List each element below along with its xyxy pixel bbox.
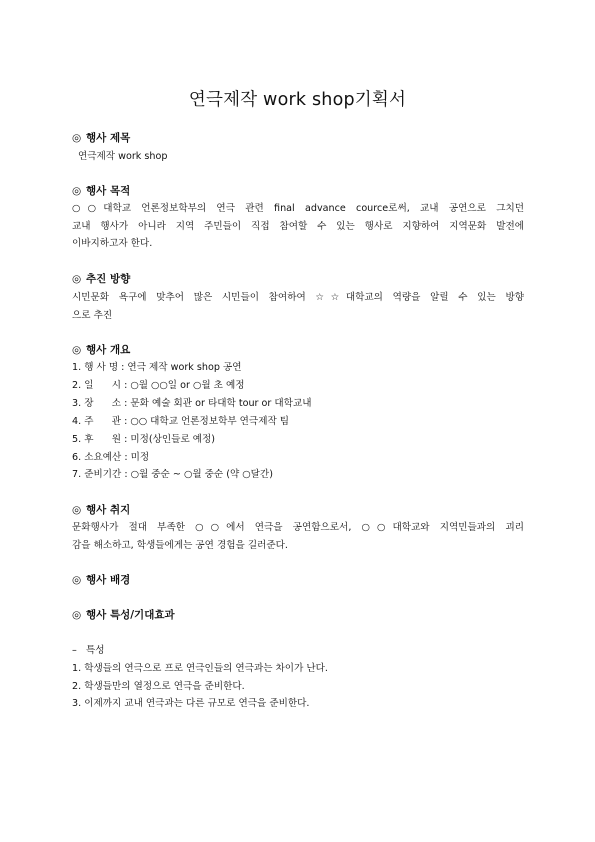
section-heading-intent: ◎ 행사 취지 xyxy=(72,504,131,516)
bullet-icon: ◎ xyxy=(72,132,82,144)
bullet-icon: ◎ xyxy=(72,504,82,516)
paragraph-line: 시민문화 욕구에 맞추어 많은 시민들이 참여하여 ☆☆대학교의 역량을 알릴 수 있는 방향 xyxy=(72,292,524,303)
paragraph-line: 문화행사가 절대 부족한 ○○에서 연극을 공연함으로서, ○○대학교와 지역민들과의 괴리 xyxy=(72,522,524,533)
purpose-paragraph xyxy=(72,200,524,253)
effect-item: 1. 학생들의 연극으로 프로 연극인들의 연극과는 차이가 난다. xyxy=(72,663,328,674)
paragraph-line: 감을 해소하고, 학생들에게는 공연 경험을 길러준다. xyxy=(72,539,288,551)
bullet-icon: ◎ xyxy=(72,185,82,197)
overview-item: 4. 주 관 : ○○ 대학교 언론정보학부 연극제작 팀 xyxy=(72,416,290,427)
section-heading-direction: ◎ 추진 방향 xyxy=(72,273,131,285)
overview-item: 1. 행 사 명 : 연극 제작 work shop 공연 xyxy=(72,362,242,373)
bullet-icon: ◎ xyxy=(72,609,82,621)
paragraph-line: 으로 추진 xyxy=(72,309,113,321)
intent-paragraph xyxy=(72,519,524,554)
section-heading-overview: ◎ 행사 개요 xyxy=(72,344,131,356)
bullet-icon: ◎ xyxy=(72,574,82,586)
section-heading-effect: ◎ 행사 특성/기대효과 xyxy=(72,609,175,621)
section-heading-background: ◎ 행사 배경 xyxy=(72,574,131,586)
effect-item: 2. 학생들만의 열정으로 연극을 준비한다. xyxy=(72,681,245,692)
section-heading-name: ◎ 행사 제목 xyxy=(72,132,131,144)
overview-item: 6. 소요예산 : 미정 xyxy=(72,452,150,463)
overview-item: 2. 일 시 : ○월 ○○일 or ○월 초 예정 xyxy=(72,380,245,391)
overview-item: 3. 장 소 : 문화 예술 회관 or 타대학 tour or 대학교내 xyxy=(72,398,312,409)
event-name-text: 연극제작 work shop xyxy=(78,151,168,162)
document-title: 연극제작 work shop기획서 xyxy=(188,90,407,110)
section-heading-purpose: ◎ 행사 목적 xyxy=(72,185,131,197)
overview-item: 7. 준비기간 : ○월 중순 ~ ○월 중순 (약 ○달간) xyxy=(72,469,273,480)
effect-subheading: – 특성 xyxy=(72,645,105,656)
effect-item: 3. 이제까지 교내 연극과는 다른 규모로 연극을 준비한다. xyxy=(72,698,310,709)
paragraph-line: 교내 행사가 아니라 지역 주민들이 직접 참여할 수 있는 행사로 지향하여 지역문화 발전에 xyxy=(72,220,524,232)
overview-item: 5. 후 원 : 미정(상인들로 예정) xyxy=(72,434,216,445)
paragraph-line: 이바지하고자 한다. xyxy=(72,238,153,249)
bullet-icon: ◎ xyxy=(72,344,82,356)
bullet-icon: ◎ xyxy=(72,273,82,285)
direction-paragraph xyxy=(72,289,524,324)
paragraph-line: ○○대학교 언론정보학부의 연극 관련 final advance cource로써, 교내 공연으로 그치던 xyxy=(72,203,524,214)
